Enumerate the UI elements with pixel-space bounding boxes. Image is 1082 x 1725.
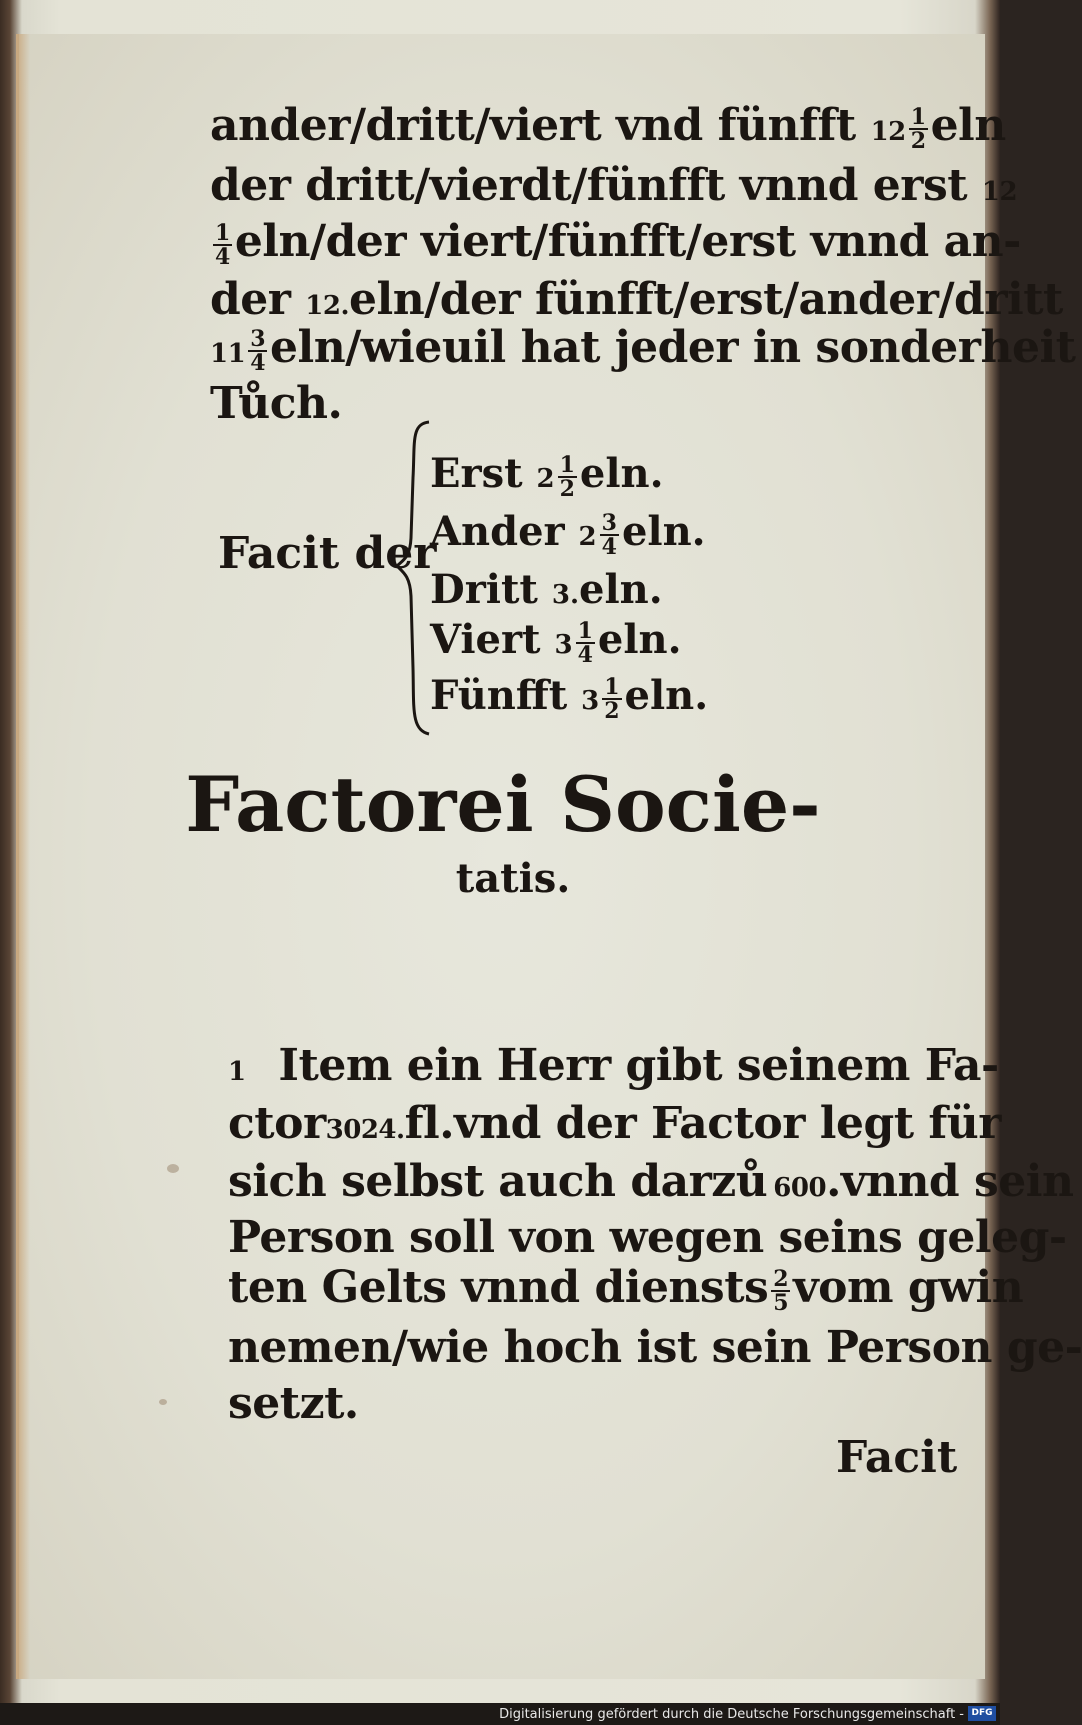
text-fragment: eln/der viert/fünfft/erst vnnd an-: [234, 216, 1021, 267]
text-fragment: eln/der fünfft/erst/ander/dritt: [349, 274, 1063, 325]
facit-item-ander: [430, 508, 706, 558]
text-line-1: [210, 100, 1006, 152]
unit: eln.: [579, 450, 664, 497]
text-fragment: ten Gelts vnnd diensts: [228, 1262, 769, 1313]
fraction-numerator: 1: [577, 618, 593, 644]
fraction-denominator: 5: [773, 1289, 789, 1316]
fraction-denominator: 4: [215, 243, 230, 270]
fraction: [771, 1265, 790, 1316]
text-line-3: [210, 216, 1021, 268]
fraction-denominator: 2: [604, 698, 620, 724]
item-name: Viert: [430, 616, 541, 663]
problem-line-1: [228, 1040, 999, 1091]
facit-label: Facit der: [218, 528, 437, 579]
item-name: Fünfft: [430, 672, 568, 719]
number: 3.: [551, 580, 580, 610]
fraction-denominator: 4: [601, 534, 617, 560]
number: 11: [210, 339, 246, 369]
fraction-numerator: 3: [601, 510, 617, 536]
funding-credit: Digitalisierung gefördert durch die Deutsche Forschungsgemeinschaft -: [499, 1707, 964, 1722]
text-fragment: Person soll von wegen seins geleg-: [228, 1212, 1067, 1263]
text-fragment: ander/dritt/viert vnd fünfft: [210, 100, 856, 151]
fraction: [248, 325, 267, 376]
unit: eln.: [579, 566, 663, 613]
text-fragment: setzt.: [228, 1378, 359, 1429]
fraction: [558, 454, 577, 500]
problem-line-2: [228, 1098, 1001, 1149]
fraction-numerator: 3: [250, 325, 265, 352]
number: 600: [773, 1173, 827, 1203]
fraction: [909, 103, 928, 154]
problem-line-6: [228, 1322, 1082, 1373]
text-fragment: eln: [930, 100, 1006, 151]
section-heading: Factorei Socie-: [185, 760, 821, 849]
unit: eln.: [597, 616, 682, 663]
text-fragment: eln/wieuil hat jeder in sonderheit: [270, 322, 1076, 373]
ink-stain: [159, 1399, 167, 1405]
facit-item-dritt: [430, 566, 663, 613]
facit-item-erst: [430, 450, 664, 500]
text-line-2: [210, 160, 1017, 211]
fraction-numerator: 1: [604, 674, 620, 700]
unit: eln.: [624, 672, 709, 719]
fraction-denominator: 4: [577, 642, 593, 668]
problem-line-5: [228, 1262, 1023, 1314]
fraction-numerator: 1: [215, 219, 230, 246]
dfg-logo: DFG: [968, 1706, 996, 1721]
fraction-denominator: 2: [559, 476, 575, 502]
item-name: Dritt: [430, 566, 538, 613]
item-name: Erst: [430, 450, 523, 497]
digitization-footer: [0, 1703, 1000, 1725]
text-fragment: der dritt/vierdt/fünfft vnnd erst: [210, 160, 968, 211]
number: 3: [554, 630, 573, 660]
text-fragment: .vnnd sein: [826, 1156, 1074, 1207]
text-fragment: sich selbst auch darzů: [228, 1156, 768, 1207]
section-heading-continued: tatis.: [455, 855, 571, 902]
fraction-denominator: 4: [250, 349, 265, 376]
number: 12: [981, 177, 1018, 207]
curly-brace: [393, 418, 433, 738]
fraction-numerator: 1: [910, 103, 926, 130]
facit-item-viert: [430, 616, 682, 666]
item-name: Ander: [430, 508, 565, 555]
number: 12.: [305, 291, 350, 321]
text-fragment: nemen/wie hoch ist sein Person ge-: [228, 1322, 1082, 1373]
fraction-numerator: 1: [559, 452, 575, 478]
ink-stain: [167, 1164, 179, 1173]
problem-line-4: [228, 1212, 1067, 1263]
problem-line-3: [228, 1156, 1073, 1207]
text-fragment: fl.vnd der Factor legt für: [404, 1098, 1001, 1149]
number: 2: [578, 522, 597, 552]
fraction-numerator: 2: [773, 1265, 789, 1292]
text-fragment: ctor: [228, 1098, 326, 1149]
text-fragment: Item ein Herr gibt seinem Fa-: [278, 1040, 999, 1091]
problem-number: 1: [228, 1057, 246, 1087]
number: 12: [870, 117, 906, 147]
text-line-5: [210, 322, 1076, 374]
catchword: Facit: [836, 1432, 958, 1483]
text-line-4: [210, 274, 1063, 325]
number: 3: [581, 686, 600, 716]
fraction: [602, 676, 621, 722]
fraction: [213, 219, 232, 270]
fraction: [576, 620, 595, 666]
problem-line-7: [228, 1378, 359, 1429]
text-line-6: [210, 378, 342, 429]
fraction: [600, 512, 619, 558]
text-fragment: der: [210, 274, 291, 325]
facit-item-fuenfft: [430, 672, 708, 722]
text-fragment: vom gwin: [793, 1262, 1024, 1313]
number: 3024.: [325, 1115, 405, 1145]
text-fragment: Tůch.: [210, 378, 343, 429]
unit: eln.: [621, 508, 706, 555]
number: 2: [536, 464, 555, 494]
fraction-denominator: 2: [910, 127, 926, 154]
